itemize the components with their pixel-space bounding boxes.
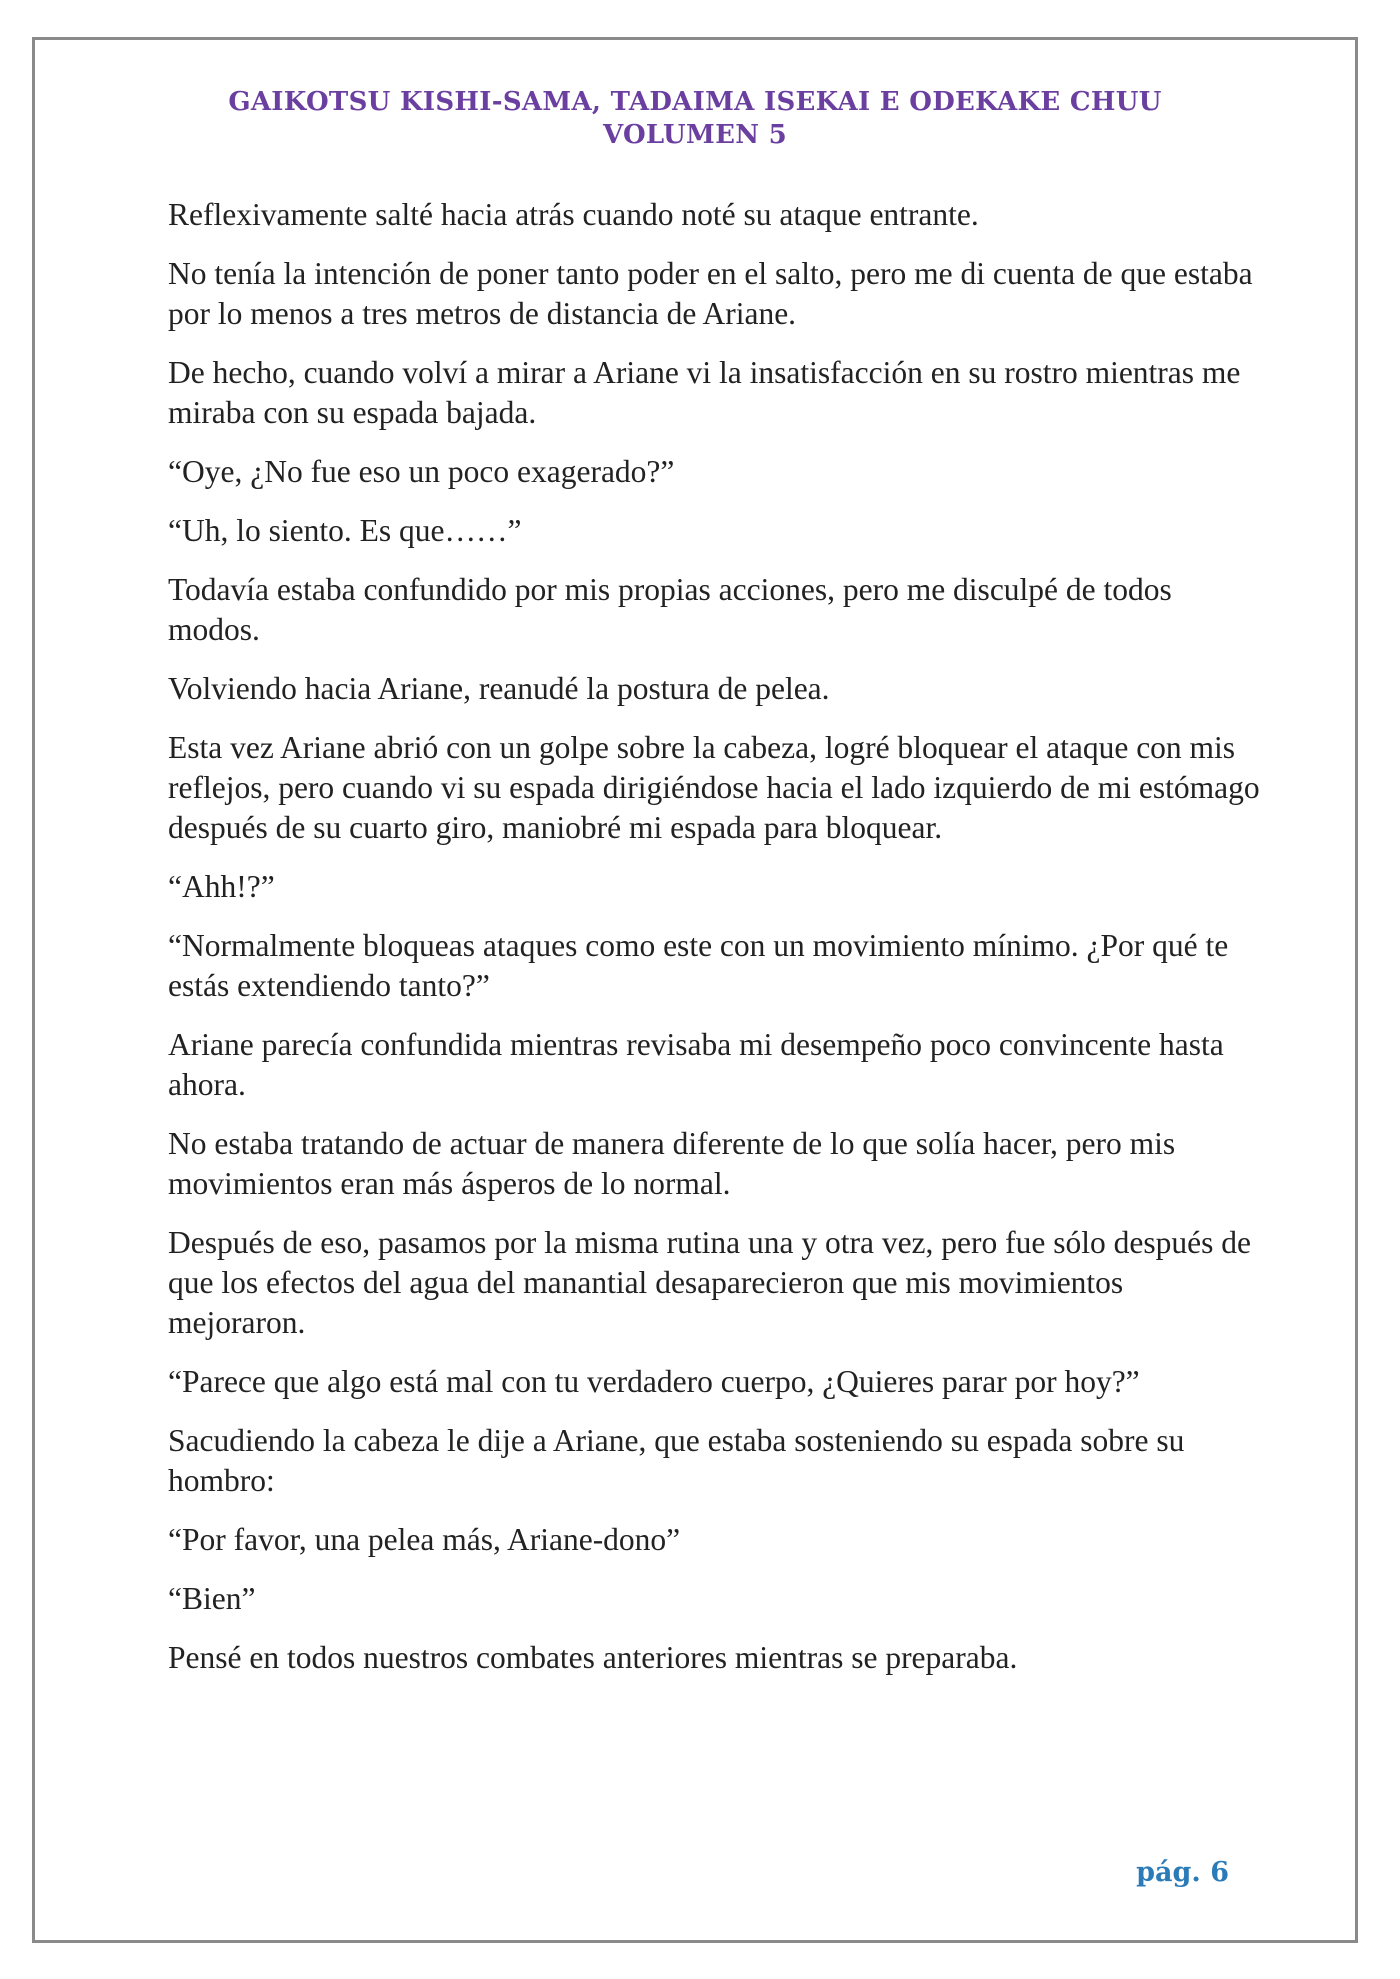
paragraph: “Oye, ¿No fue eso un poco exagerado?” <box>168 454 675 489</box>
paragraph: Después de eso, pasamos por la misma rutina una y otra vez, pero fue sólo después de que los efectos del agua del manantial desaparecieron que mis movimientos mejoraron. <box>168 1225 1251 1340</box>
header-title-line-2: VOLUMEN 5 <box>602 120 788 150</box>
paragraph: Reflexivamente salté hacia atrás cuando noté su ataque entrante. <box>168 197 979 232</box>
document-header <box>35 86 1355 152</box>
document-body <box>168 195 1268 1697</box>
page-number: pág. 6 <box>1136 1857 1229 1888</box>
paragraph: “Bien” <box>168 1581 256 1616</box>
paragraph: Pensé en todos nuestros combates anteriores mientras se preparaba. <box>168 1640 1018 1675</box>
paragraph: “Parece que algo está mal con tu verdadero cuerpo, ¿Quieres parar por hoy?” <box>168 1364 1140 1399</box>
paragraph: De hecho, cuando volví a mirar a Ariane vi la insatisfacción en su rostro mientras me miraba con su espada bajada. <box>168 355 1241 430</box>
paragraph: Volviendo hacia Ariane, reanudé la postura de pelea. <box>168 671 830 706</box>
paragraph: No estaba tratando de actuar de manera diferente de lo que solía hacer, pero mis movimientos eran más ásperos de lo normal. <box>168 1126 1176 1201</box>
page-frame <box>32 37 1358 1943</box>
paragraph: “Normalmente bloqueas ataques como este con un movimiento mínimo. ¿Por qué te estás extendiendo tanto?” <box>168 928 1229 1003</box>
paragraph: “Uh, lo siento. Es que……” <box>168 513 522 548</box>
paragraph: Todavía estaba confundido por mis propias acciones, pero me disculpé de todos modos. <box>168 572 1172 647</box>
header-title-line-1: GAIKOTSU KISHI-SAMA, TADAIMA ISEKAI E ODEKAKE CHUU <box>228 87 1162 117</box>
paragraph: Esta vez Ariane abrió con un golpe sobre la cabeza, logré bloquear el ataque con mis reflejos, pero cuando vi su espada dirigiéndose hacia el lado izquierdo de mi estómago después de su cuarto giro, maniobré mi espada para bloquear. <box>168 730 1260 845</box>
paragraph: No tenía la intención de poner tanto poder en el salto, pero me di cuenta de que estaba por lo menos a tres metros de distancia de Ariane. <box>168 256 1253 331</box>
paragraph: Ariane parecía confundida mientras revisaba mi desempeño poco convincente hasta ahora. <box>168 1027 1224 1102</box>
paragraph: “Por favor, una pelea más, Ariane-dono” <box>168 1522 681 1557</box>
paragraph: “Ahh!?” <box>168 869 275 904</box>
paragraph: Sacudiendo la cabeza le dije a Ariane, que estaba sosteniendo su espada sobre su hombro: <box>168 1423 1185 1498</box>
